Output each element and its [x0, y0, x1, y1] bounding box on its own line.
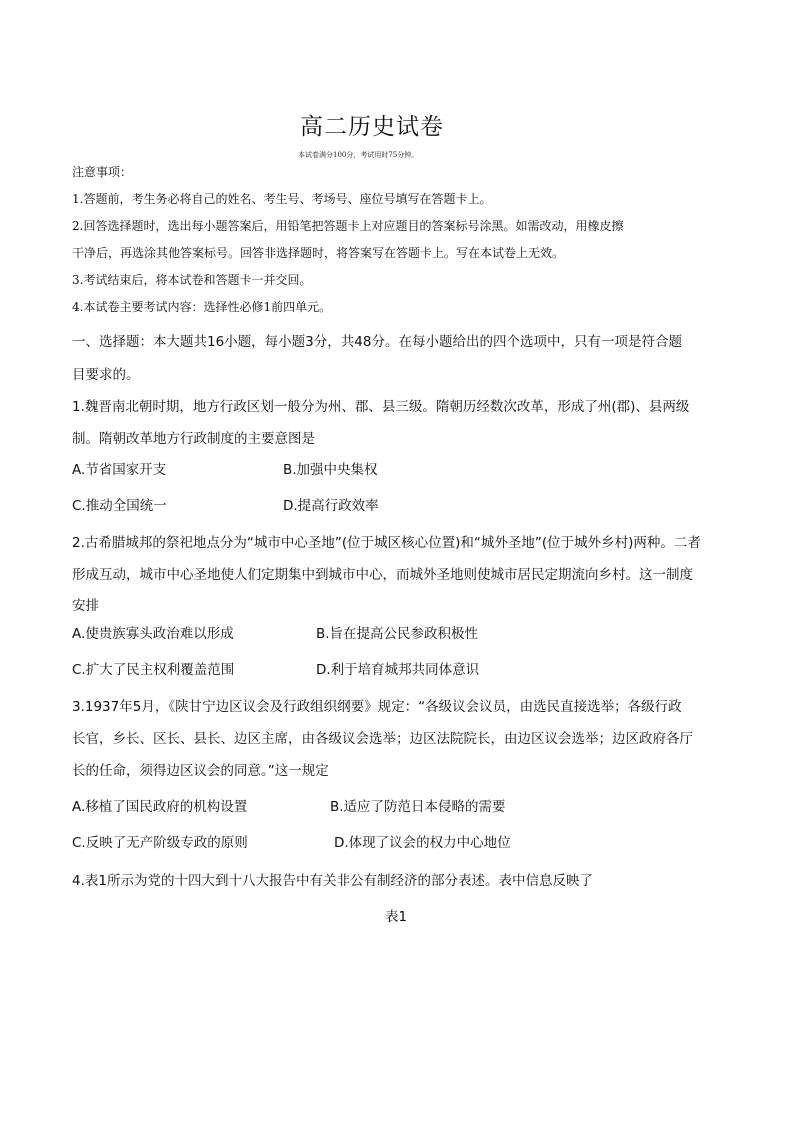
question-2-stem: 2.古希腊城邦的祭祀地点分为“城市中心圣地”(位于城区核心位置)和“城外圣地”(位于城外乡村)两种。二者	[72, 535, 701, 551]
question-3-option-b: B.适应了防范日本侵略的需要	[330, 799, 506, 815]
note-item: 3.考试结束后，将本试卷和答题卡一并交回。	[72, 273, 312, 287]
notes-heading: 注意事项：	[72, 165, 133, 179]
question-1-option-d: D.提高行政效率	[283, 498, 379, 514]
question-3-option-a: A.移植了国民政府的机构设置	[72, 799, 248, 815]
table-caption: 表1	[385, 909, 408, 925]
note-item: 1.答题前，考生务必将自己的姓名、考生号、考场号、座位号填写在答题卡上。	[72, 192, 492, 206]
question-1-option-a: A.节省国家开支	[72, 462, 167, 478]
question-1-stem: 制。隋朝改革地方行政制度的主要意图是	[72, 431, 315, 447]
question-4-stem: 4.表1所示为党的十四大到十八大报告中有关非公有制经济的部分表述。表中信息反映了	[72, 873, 593, 889]
question-2-option-a: A.使贵族寡头政治难以形成	[72, 626, 234, 642]
note-item: 2.回答选择题时，选出每小题答案后，用铅笔把答题卡上对应题目的答案标号涂黑。如需改动，用橡皮擦	[72, 219, 624, 233]
note-item: 4.本试卷主要考试内容：选择性必修1前四单元。	[72, 300, 332, 314]
question-3-option-c: C.反映了无产阶级专政的原则	[72, 835, 248, 851]
section-heading-cont: 目要求的。	[72, 367, 140, 383]
note-item: 干净后，再选涂其他答案标号。回答非选择题时，将答案写在答题卡上。写在本试卷上无效。	[72, 246, 565, 260]
question-3-option-d: D.体现了议会的权力中心地位	[334, 835, 511, 851]
question-2-stem: 安排	[72, 598, 99, 614]
question-1-option-b: B.加强中央集权	[283, 462, 378, 478]
question-1-stem: 1.魏晋南北朝时期，地方行政区划一般分为州、郡、县三级。隋朝历经数次改革，形成了州(郡)、县两级	[72, 399, 690, 415]
page-title: 高二历史试卷	[300, 114, 444, 140]
question-3-stem: 长官，乡长、区长、县长、边区主席，由各级议会选举；边区法院院长，由边区议会选举；边区政府各厅	[72, 731, 693, 747]
question-2-option-c: C.扩大了民主权利覆盖范围	[72, 662, 235, 678]
question-2-option-b: B.旨在提高公民参政积极性	[316, 626, 479, 642]
question-2-option-d: D.利于培育城邦共同体意识	[316, 662, 480, 678]
page-subtitle: 本试卷满分100分，考试用时75分钟。	[298, 151, 419, 159]
question-3-stem: 长的任命，须得边区议会的同意。”这一规定	[72, 763, 329, 779]
question-1-option-c: C.推动全国统一	[72, 498, 167, 514]
section-heading: 一、选择题：本大题共16小题，每小题3分，共48分。在每小题给出的四个选项中，只有一项是符合题	[72, 334, 682, 350]
question-2-stem: 形成互动，城市中心圣地使人们定期集中到城市中心，而城外圣地则使城市居民定期流向乡村。这一制度	[72, 567, 693, 583]
question-3-stem: 3.1937年5月，《陕甘宁边区议会及行政组织纲要》规定：“各级议会议员，由选民直接选举；各级行政	[72, 699, 682, 715]
